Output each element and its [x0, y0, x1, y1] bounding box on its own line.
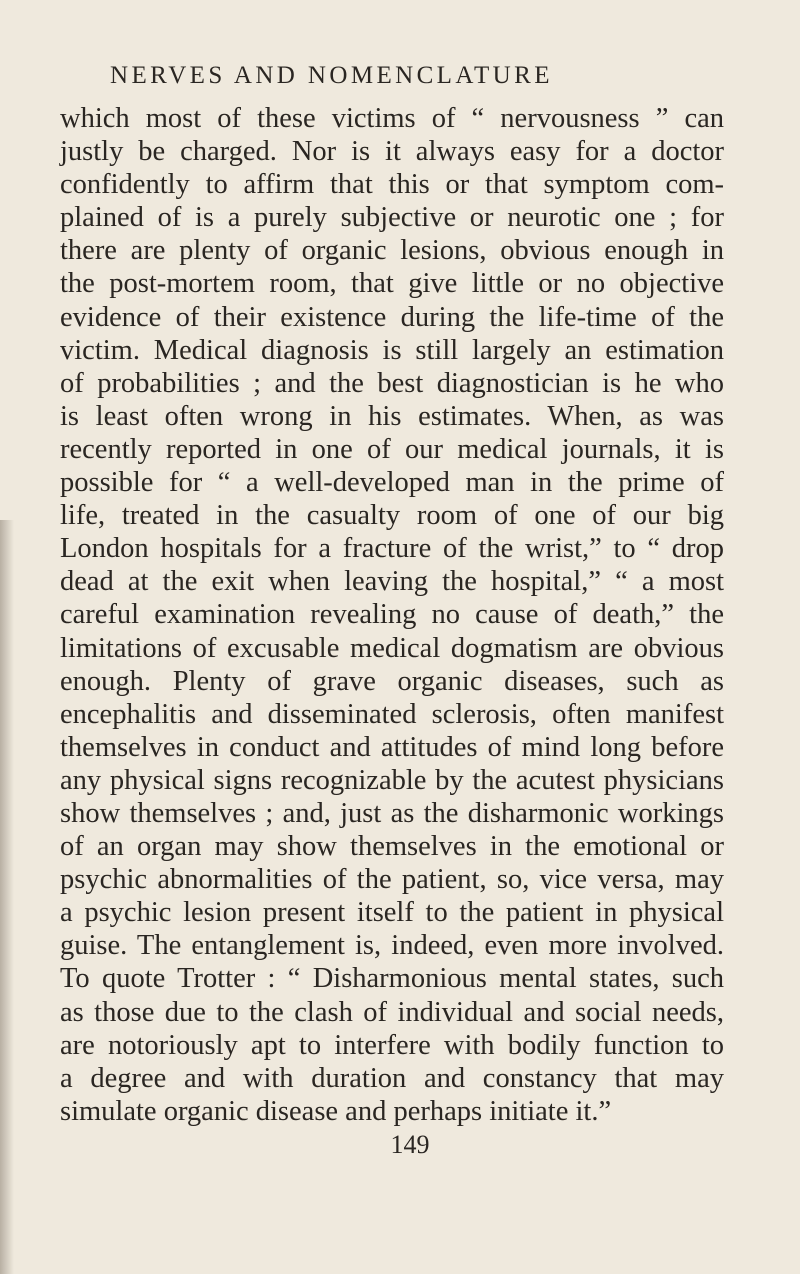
text-line: recently reported in one of our medical journals, it is: [60, 433, 724, 465]
text-line: life, treated in the casualty room of one of our big: [60, 500, 724, 532]
text-line: possible for “ a well-developed man in the prime of: [60, 467, 724, 499]
text-line: limitations of excusable medical dogmatism are obvious: [60, 632, 724, 664]
text-line: victim. Medical diagnosis is still largely an estimation: [60, 334, 724, 366]
text-line: careful examination revealing no cause of death,” the: [60, 599, 724, 631]
text-line: To quote Trotter : “ Disharmonious mental states, such: [60, 963, 724, 995]
binding-shadow: [0, 520, 14, 1274]
text-line: psychic abnormalities of the patient, so, vice versa, may: [60, 864, 724, 896]
text-line: justly be charged. Nor is it always easy for a doctor: [60, 136, 724, 168]
text-line: dead at the exit when leaving the hospital,” “ a most: [60, 566, 724, 598]
text-line: plained of is a purely subjective or neurotic one ; for: [60, 202, 724, 234]
text-line: encephalitis and disseminated sclerosis, often manifest: [60, 698, 724, 730]
text-line: there are plenty of organic lesions, obvious enough in: [60, 235, 724, 267]
text-line: show themselves ; and, just as the disharmonic workings: [60, 797, 724, 829]
text-line: a degree and with duration and constancy that may: [60, 1062, 724, 1094]
body-text: [60, 102, 724, 1128]
text-line: of probabilities ; and the best diagnostician is he who: [60, 367, 724, 399]
running-head: NERVES AND NOMENCLATURE: [110, 62, 553, 89]
text-line: London hospitals for a fracture of the wrist,” to “ drop: [60, 533, 724, 565]
text-line: of an organ may show themselves in the emotional or: [60, 831, 724, 863]
text-line: guise. The entanglement is, indeed, even more involved.: [60, 930, 724, 962]
text-line: is least often wrong in his estimates. When, as was: [60, 400, 724, 432]
page-number: 149: [390, 1130, 430, 1159]
text-line: any physical signs recognizable by the acutest physicians: [60, 764, 724, 796]
text-line: as those due to the clash of individual and social needs,: [60, 996, 724, 1028]
text-line: which most of these victims of “ nervousness ” can: [60, 103, 724, 134]
text-line: are notoriously apt to interfere with bodily function to: [60, 1029, 724, 1061]
text-line: themselves in conduct and attitudes of mind long before: [60, 731, 724, 763]
text-line: the post-mortem room, that give little or no objective: [60, 268, 724, 300]
text-line: a psychic lesion present itself to the patient in physical: [60, 897, 724, 929]
text-line: evidence of their existence during the life-time of the: [60, 301, 724, 333]
text-line: simulate organic disease and perhaps initiate it.”: [60, 1095, 612, 1127]
text-line: confidently to affirm that this or that symptom com-: [60, 169, 724, 201]
text-line: enough. Plenty of grave organic diseases, such as: [60, 665, 724, 697]
